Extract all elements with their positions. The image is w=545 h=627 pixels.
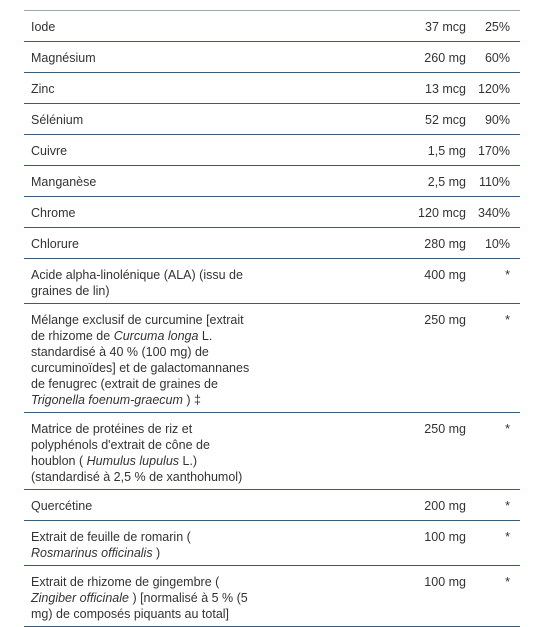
table-top-edge	[24, 0, 520, 11]
table-row	[24, 490, 520, 521]
nutrient-name: Acide alpha-linolénique (ALA) (issu de graines de lin)	[31, 268, 243, 298]
nutrient-name: Extrait de rhizome de gingembre ( Zingiber officinale ) [normalisé à 5 % (5 mg) de composés piquants au total]	[31, 575, 248, 621]
nutrient-daily-value: *	[505, 530, 510, 544]
nutrient-name: Extrait de feuille de romarin ( Rosmarinus officinalis )	[31, 530, 191, 560]
table-row	[24, 413, 520, 490]
table-row	[24, 73, 520, 104]
nutrient-name: Chlorure	[31, 237, 79, 251]
nutrient-amount: 280 mg	[424, 237, 466, 251]
nutrient-name: Magnésium	[31, 51, 96, 65]
nutrient-name: Cuivre	[31, 144, 68, 158]
nutrient-daily-value: 90%	[484, 113, 510, 127]
nutrient-amount: 13 mcg	[425, 82, 466, 96]
nutrient-name: Quercétine	[31, 499, 93, 513]
nutrient-amount: 100 mg	[424, 530, 466, 544]
nutrient-amount: 52 mcg	[425, 113, 466, 127]
nutrient-amount: 260 mg	[424, 51, 466, 65]
nutrient-name: Sélénium	[31, 113, 84, 127]
table-row	[24, 521, 520, 566]
nutrient-daily-value: 60%	[484, 51, 510, 65]
nutrient-amount: 400 mg	[424, 268, 466, 282]
nutrient-daily-value: 120%	[478, 82, 510, 96]
table-row	[24, 11, 520, 42]
nutrient-name: Iode	[31, 20, 56, 34]
nutrient-name: Zinc	[31, 82, 55, 96]
nutrient-daily-value: 25%	[484, 20, 510, 34]
table-row	[24, 42, 520, 73]
table-row	[24, 135, 520, 166]
nutrient-daily-value: *	[505, 422, 510, 436]
nutrient-daily-value: 170%	[478, 144, 510, 158]
nutrient-daily-value: *	[505, 268, 510, 282]
nutrient-amount: 37 mcg	[425, 20, 466, 34]
nutrient-amount: 100 mg	[424, 575, 466, 589]
table-row	[24, 228, 520, 259]
table-row	[24, 304, 520, 413]
nutrient-daily-value: 10%	[484, 237, 510, 251]
nutrient-amount: 1,5 mg	[427, 144, 466, 158]
nutrient-daily-value: *	[505, 313, 510, 327]
nutrient-name: Mélange exclusif de curcumine [extrait de rhizome de Curcuma longa L. standardisé à 40 % (100 mg) de curcuminoïdes] et de galactomannanes de fenugrec (extrait de graines de Trigonella foenum-graecum ) ‡	[31, 313, 250, 407]
nutrient-amount: 250 mg	[424, 313, 466, 327]
nutrient-amount: 120 mcg	[418, 206, 466, 220]
nutrient-name: Chrome	[31, 206, 76, 220]
table-row	[24, 197, 520, 228]
nutrient-daily-value: *	[505, 575, 510, 589]
nutrient-amount: 200 mg	[424, 499, 466, 513]
table-row	[24, 166, 520, 197]
nutrient-daily-value: *	[505, 499, 510, 513]
table-row	[24, 566, 520, 627]
nutrition-facts-table	[24, 0, 520, 627]
table-row	[24, 104, 520, 135]
nutrient-amount: 250 mg	[424, 422, 466, 436]
nutrient-daily-value: 110%	[478, 175, 510, 189]
nutrient-name: Manganèse	[31, 175, 97, 189]
nutrient-amount: 2,5 mg	[427, 175, 466, 189]
table-row	[24, 259, 520, 304]
nutrient-daily-value: 340%	[478, 206, 510, 220]
nutrient-name: Matrice de protéines de riz et polyphénols d'extrait de cône de houblon ( Humulus lupulus L.) (standardisé à 2,5 % de xanthohumol)	[31, 422, 243, 484]
